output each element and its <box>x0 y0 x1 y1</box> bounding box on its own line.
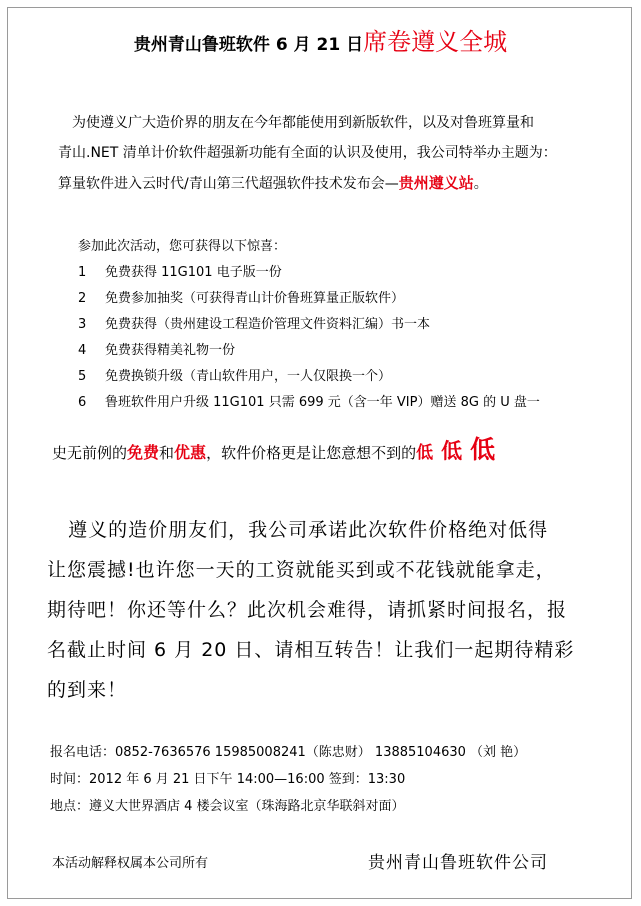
list-item <box>78 338 618 364</box>
contact-info <box>50 739 620 820</box>
item-text: 鲁班软件用户升级 11G101 只需 699 元（含一年 VIP）赠送 8G 的 U 盘一 <box>105 395 540 410</box>
item-text: 免费换锁升级（青山软件用户，一人仅限换一个） <box>105 369 392 384</box>
intro-highlight: 贵州遵义站 <box>398 174 474 192</box>
event-place: 地点：遵义大世界酒店 4 楼会议室（珠海路北京华联斜对面） <box>50 799 405 814</box>
promise-line <box>47 510 617 550</box>
gifts-section <box>78 234 618 416</box>
list-item <box>78 390 618 416</box>
company-name: 贵州青山鲁班软件公司 <box>368 853 548 873</box>
item-number: 3 <box>78 317 87 332</box>
item-text: 免费获得精美礼物一份 <box>105 343 236 358</box>
promise-line: 的到来！ <box>47 679 128 701</box>
price-slogan <box>52 430 622 466</box>
item-number: 6 <box>78 395 87 410</box>
intro-line: 为使遵义广大造价界的朋友在今年都能使用到新版软件，以及对鲁班算量和 <box>72 115 534 131</box>
list-item <box>78 286 618 312</box>
item-number: 2 <box>78 291 87 306</box>
contact-phone: 报名电话：0852-7636576 15985008241（陈忠财） 13885104630 （刘 艳） <box>50 745 527 760</box>
slogan-discount: 优惠 <box>174 443 207 462</box>
item-text: 免费获得（贵州建设工程造价管理文件资料汇编）书一本 <box>105 317 431 332</box>
intro-paragraph <box>58 108 613 199</box>
gifts-list <box>78 260 618 416</box>
promise-line: 期待吧！你还等什么？此次机会难得，请抓紧时间报名，报 <box>47 599 568 621</box>
item-text: 免费获得 11G101 电子版一份 <box>105 265 282 280</box>
rights-notice: 本活动解释权属本公司所有 <box>52 856 209 871</box>
item-number: 4 <box>78 343 87 358</box>
slogan-low: 低 <box>416 443 434 463</box>
event-time: 时间：2012 年 6 月 21 日下午 14:00—16:00 签到：13:30 <box>50 772 406 787</box>
slogan-text: 史无前例的 <box>52 444 128 462</box>
gifts-heading: 参加此次活动，您可获得以下惊喜： <box>78 239 287 254</box>
item-number: 5 <box>78 369 87 384</box>
page-title <box>0 22 641 57</box>
promise-line: 名截止时间 6 月 20 日、请相互转告！让我们一起期待精彩 <box>47 639 575 661</box>
promise-line: 让您震撼!也许您一天的工资就能买到或不花钱就能拿走， <box>47 559 556 581</box>
item-number: 1 <box>78 265 87 280</box>
slogan-low: 低 <box>441 439 463 463</box>
item-text: 免费参加抽奖（可获得青山计价鲁班算量正版软件） <box>105 291 405 306</box>
title-main: 贵州青山鲁班软件 6 月 21 日 <box>133 35 364 55</box>
slogan-low: 低 <box>470 435 496 464</box>
slogan-free: 免费 <box>127 443 160 462</box>
intro-line: 青山.NET 清单计价软件超强新功能有全面的认识及使用，我公司特举办主题为： <box>58 145 557 161</box>
slogan-text: 和 <box>159 444 175 462</box>
list-item <box>78 312 618 338</box>
list-item <box>78 260 618 286</box>
list-item <box>78 364 618 390</box>
intro-line <box>58 168 613 199</box>
intro-line-suffix: 。 <box>473 176 488 192</box>
intro-line-prefix: 算量软件进入云时代/青山第三代超强软件技术发布会— <box>58 176 399 192</box>
title-highlight: 席卷遵义全城 <box>363 28 508 56</box>
slogan-text: ，软件价格更是让您意想不到的 <box>206 444 417 462</box>
promise-paragraph <box>47 510 617 710</box>
promise-line-text: 遵义的造价朋友们，我公司承诺此次软件价格绝对低得 <box>68 519 549 541</box>
